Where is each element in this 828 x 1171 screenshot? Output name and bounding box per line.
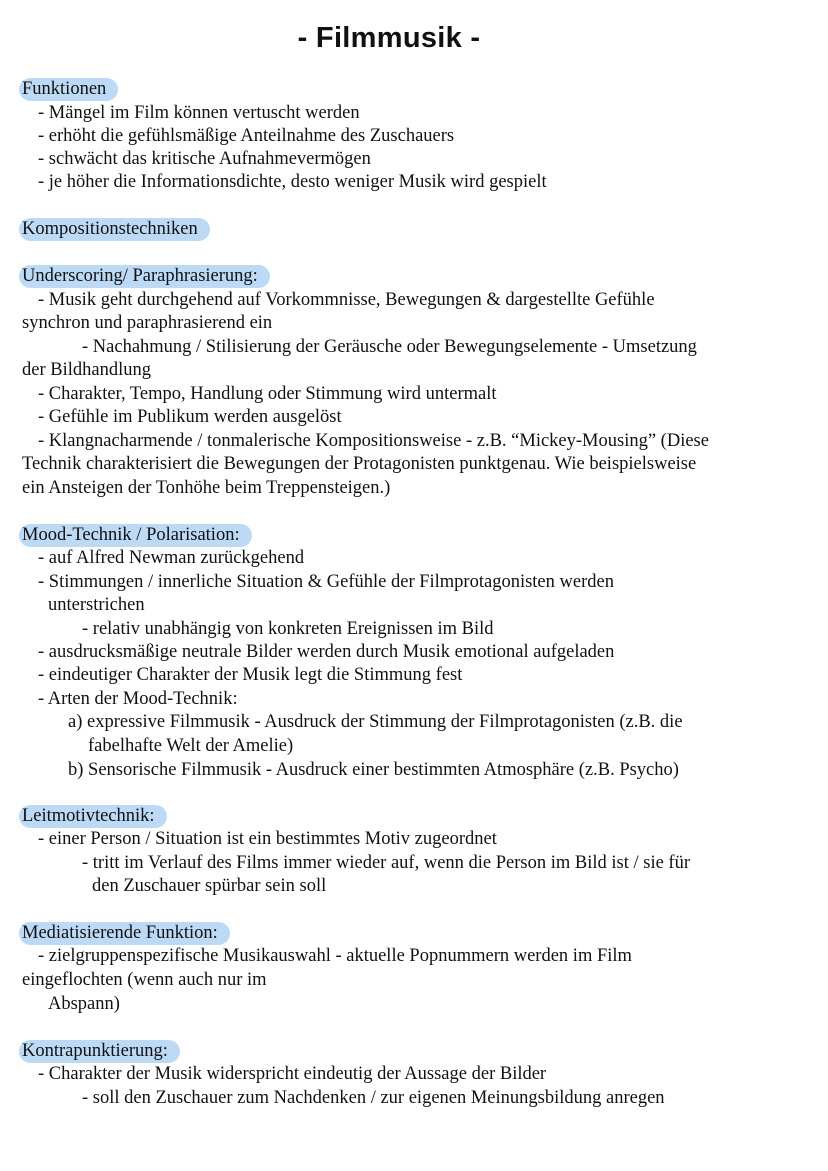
section-heading-h-kontra (22, 1040, 180, 1063)
section-heading-h-komp (22, 218, 210, 241)
highlighted-heading-text: Underscoring/ Paraphrasierung: (19, 265, 270, 288)
text-line-k2: - soll den Zuschauer zum Nachdenken / zur eigenen Meinungsbildung anregen (82, 1088, 665, 1108)
text-line-u9: ein Ansteigen der Tonhöhe beim Treppensteigen.) (22, 478, 391, 498)
section-heading-h-mood (22, 524, 252, 547)
highlighted-heading-text: Mood-Technik / Polarisation: (19, 524, 252, 547)
text-line-f1: - Mängel im Film können vertuscht werden (38, 103, 360, 123)
text-line-u3: - Nachahmung / Stilisierung der Geräusche oder Bewegungselemente - Umsetzung (82, 337, 697, 357)
text-line-u1: - Musik geht durchgehend auf Vorkommnisse, Bewegungen & dargestellte Gefühle (38, 290, 655, 310)
text-line-f2: - erhöht die gefühlsmäßige Anteilnahme des Zuschauers (38, 126, 455, 146)
text-line-u4: der Bildhandlung (22, 360, 151, 380)
text-line-u6: - Gefühle im Publikum werden ausgelöst (38, 407, 342, 427)
text-line-k1: - Charakter der Musik widerspricht eindeutig der Aussage der Bilder (38, 1064, 547, 1084)
text-line-u2: synchron und paraphrasierend ein (22, 313, 273, 333)
text-line-m3: unterstrichen (48, 595, 145, 615)
section-heading-h-under (22, 265, 270, 288)
highlighted-heading-text: Mediatisierende Funktion: (19, 922, 230, 945)
text-line-m9: fabelhafte Welt der Amelie) (88, 736, 294, 756)
text-line-m7: - Arten der Mood-Technik: (38, 689, 238, 709)
text-line-l1: - einer Person / Situation ist ein bestimmtes Motiv zugeordnet (38, 829, 497, 849)
text-line-m2: - Stimmungen / innerliche Situation & Gefühle der Filmprotagonisten werden (38, 572, 614, 592)
text-line-u7: - Klangnacharmende / tonmalerische Kompositionsweise - z.B. “Mickey-Mousing” (Diese (38, 431, 709, 451)
text-line-m10: b) Sensorische Filmmusik - Ausdruck einer bestimmten Atmosphäre (z.B. Psycho) (68, 760, 679, 780)
text-line-m5: - ausdrucksmäßige neutrale Bilder werden durch Musik emotional aufgeladen (38, 642, 615, 662)
highlighted-heading-text: Kontrapunktierung: (19, 1040, 180, 1063)
highlighted-heading-text: Leitmotivtechnik: (19, 805, 167, 828)
text-line-d2: eingeflochten (wenn auch nur im (22, 970, 267, 990)
text-line-u5: - Charakter, Tempo, Handlung oder Stimmung wird untermalt (38, 384, 497, 404)
text-line-l2: - tritt im Verlauf des Films immer wieder auf, wenn die Person im Bild ist / sie für (82, 853, 691, 873)
page-title: - Filmmusik - (297, 22, 481, 54)
text-line-u8: Technik charakterisiert die Bewegungen der Protagonisten punktgenau. Wie beispielsweise (22, 454, 697, 474)
text-line-m8: a) expressive Filmmusik - Ausdruck der Stimmung der Filmprotagonisten (z.B. die (68, 712, 683, 732)
text-line-l3: den Zuschauer spürbar sein soll (92, 876, 327, 896)
text-line-m6: - eindeutiger Charakter der Musik legt die Stimmung fest (38, 665, 463, 685)
text-line-m1: - auf Alfred Newman zurückgehend (38, 548, 305, 568)
text-line-f3: - schwächt das kritische Aufnahmevermögen (38, 149, 371, 169)
section-heading-h-media (22, 922, 230, 945)
text-line-d3: Abspann) (48, 994, 120, 1014)
text-line-f4: - je höher die Informationsdichte, desto weniger Musik wird gespielt (38, 172, 547, 192)
text-line-m4: - relativ unabhängig von konkreten Ereignissen im Bild (82, 619, 494, 639)
section-heading-h-funktionen (22, 78, 118, 101)
section-heading-h-leit (22, 805, 167, 828)
text-line-d1: - zielgruppenspezifische Musikauswahl - aktuelle Popnummern werden im Film (38, 946, 632, 966)
highlighted-heading-text: Funktionen (19, 78, 118, 101)
highlighted-heading-text: Kompositionstechniken (19, 218, 210, 241)
